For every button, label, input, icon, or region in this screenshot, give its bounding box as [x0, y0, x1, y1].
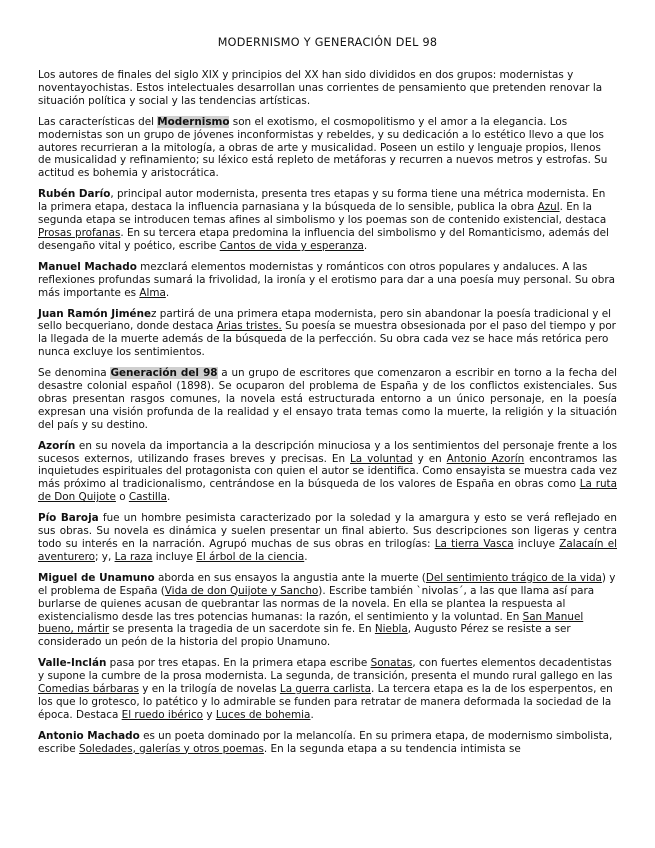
work-title: Arias tristes. [216, 320, 282, 333]
work-title: Soledades, galerías y otros poemas [78, 742, 264, 755]
page-title: MODERNISMO Y GENERACIÓN DEL 98 [217, 36, 438, 49]
work-title: Azul [537, 201, 560, 214]
author-name: Azorín [38, 439, 76, 452]
work-title: Zalacaín el aventurero [38, 538, 617, 563]
work-title: Sonatas [370, 657, 413, 670]
work-title: El ruedo ibérico [121, 708, 204, 721]
work-title: Comedias bárbaras [38, 683, 139, 696]
highlight-modernismo: Modernismo [157, 115, 230, 128]
author-name: Antonio Machado [38, 729, 140, 742]
work-title: Luces de bohemia [215, 708, 311, 721]
highlight-generacion-98: Generación del 98 [110, 367, 218, 380]
work-title: La ruta de Don Quijote [38, 478, 617, 504]
work-title: El árbol de la ciencia [196, 550, 305, 563]
intro-paragraph: Los autores de finales del siglo XIX y principios del XX han sido divididos en dos grupos: modernistas y noventayochistas. Estos intelectuales desarrollan unas corrientes de pensamiento que pretenden renovar la situación política y social y las tendencias artísticas. [38, 69, 603, 107]
author-name: Manuel Machado [38, 260, 137, 273]
unamuno-paragraph: Miguel de Unamuno aborda en sus ensayos la angustia ante la muerte (Del sentimiento trágico de la vida) y el problema de España (Vida de don Quijote y Sancho). Escribe también `nivolas´, a las que llama así para burlarse de quienes acusan de quebrantar las normas de la novela. En ella se plantea la respuesta al existencialismo desde las tres potencias humanas: la razón, el sentimiento y la voluntad. En San Manuel bueno, mártir se presenta la tragedia de un sacerdote sin fe. En Niebla, Augusto Pérez se resiste a ser considerado un peón de la historia del propio Unamuno. [38, 571, 616, 649]
author-name: Rubén Darío [38, 188, 111, 201]
work-title: La raza [114, 550, 153, 563]
author-name: Miguel de Unamuno [38, 571, 155, 584]
juan-ramon-paragraph: Juan Ramón Jiménez partirá de una primera etapa modernista, pero sin abandonar la poesía tradicional y el sello becqueriano, donde destaca Arias tristes. Su poesía se muestra obsesionada por el paso del tiempo y por la llegada de la muerte además de la búsqueda de la perfección. Su obra cada vez se hace más retórica pero nunca excluye los sentimientos. [38, 307, 616, 359]
valle-inclan-paragraph: Valle-Inclán pasa por tres etapas. En la primera etapa escribe Sonatas, con fuertes elementos decadentistas y supone la cumbre de la prosa modernista. La segunda, de transición, presenta el mundo rural gallego en las Comedias bárbaras y en la trilogía de novelas La guerra carlista. La tercera etapa es la de los esperpentos, en los que lo grotesco, lo patético y lo admirable se funden para retratar de manera deformada la sociedad de la época. Destaca El ruedo ibérico y Luces de bohemia. [38, 657, 613, 721]
work-title: La voluntad [350, 452, 413, 465]
manuel-machado-paragraph: Manuel Machado mezclará elementos modernistas y románticos con otros populares y andaluces. A las reflexiones profundas sumará la frivolidad, la ironía y el erotismo para dar a una poesía muy personal. Su obra más importante es Alma. [38, 260, 615, 299]
modernismo-paragraph: Las características del Modernismo son el exotismo, el cosmopolitismo y el amor a la elegancia. Los modernistas son un grupo de jóvenes inconformistas y rebeldes, y su dedicación a lo estético llevo a que los autores recurrieran a la mitología, a obras de arte y musicalidad. Poseen un estilo y lenguaje propios, llenos de musicalidad y refinamiento; su léxico está repleto de metáforas y recurren a nuevos metros y estrofas. Su actitud es bohemia y aristocrática. [38, 115, 608, 180]
work-title: Castilla [128, 491, 168, 504]
antonio-machado-paragraph: Antonio Machado es un poeta dominado por la melancolía. En su primera etapa, de modernismo simbolista, escribe Soledades, galerías y otros poemas. En la segunda etapa a su tendencia intimista se [38, 729, 613, 755]
work-title: Niebla [374, 623, 408, 636]
work-title: Cantos de vida y esperanza [219, 239, 364, 252]
author-name: Juan Ramón Jiméne [38, 307, 152, 320]
author-name: Valle-Inclán [38, 657, 107, 670]
azorin-paragraph: Azorín en su novela da importancia a la descripción minuciosa y a los sentimientos del personaje frente a los sucesos externos, utilizando frases breves y precisas. En La voluntad y en Antonio Azorín encontramos las inquietudes espirituales del protagonista con quien el autor se identifica. Como ensayista se muestra cada vez más próximo al tradicionalismo, centrándose en la búsqueda de los valores de España en obras como La ruta de Don Quijote o Castilla. [38, 439, 618, 504]
work-title: La tierra Vasca [434, 538, 514, 550]
work-title: Alma [139, 286, 166, 299]
work-title: San Manuel bueno, mártir [38, 610, 584, 636]
work-title: Vida de don Quijote y Sancho [164, 584, 319, 597]
work-title: Prosas profanas [38, 226, 121, 239]
pio-baroja-paragraph: Pío Baroja fue un hombre pesimista caracterizado por la soledad y la amargura y esto se verá reflejado en sus obras. Su novela es dinámica y suelen presentar un final abierto. Sus descripciones son ligeras y centra todo su interés en la narración. Agrupó muchas de sus obras en trilogías: La tierra Vasca incluye Zalacaín el aventurero; y, La raza incluye El árbol de la ciencia. [38, 512, 617, 563]
work-title: Del sentimiento trágico de la vida [425, 571, 602, 584]
author-name: Pío Baroja [38, 512, 99, 525]
work-title: Antonio Azorín [446, 452, 525, 465]
generacion-98-paragraph: Se denomina Generación del 98 a un grupo de escritores que comenzaron a escribir en torno a la fecha del desastre colonial español (1898). Se ocuparon del problema de España y de los conflictos existenciales. Sus obras presentan rasgos comunes, la novela está estructurada entorno a un único personaje, en la poesía expresan una visión profunda de la realidad y el ensayo trata temas como la muerte, la religión y la situación del país y su destino. [38, 367, 617, 431]
ruben-dario-paragraph: Rubén Darío, principal autor modernista, presenta tres etapas y su forma tiene una métrica modernista. En la primera etapa, destaca la influencia parnasiana y la búsqueda de lo sensible, publica la obra Azul. En la segunda etapa se introducen temas afines al simbolismo y los poemas son de contenido existencial, destaca Prosas profanas. En su tercera etapa predomina la influencia del simbolismo y del Romanticismo, además del desengaño vital y poético, escribe Cantos de vida y esperanza. [38, 188, 609, 252]
work-title: La guerra carlista [279, 683, 371, 696]
